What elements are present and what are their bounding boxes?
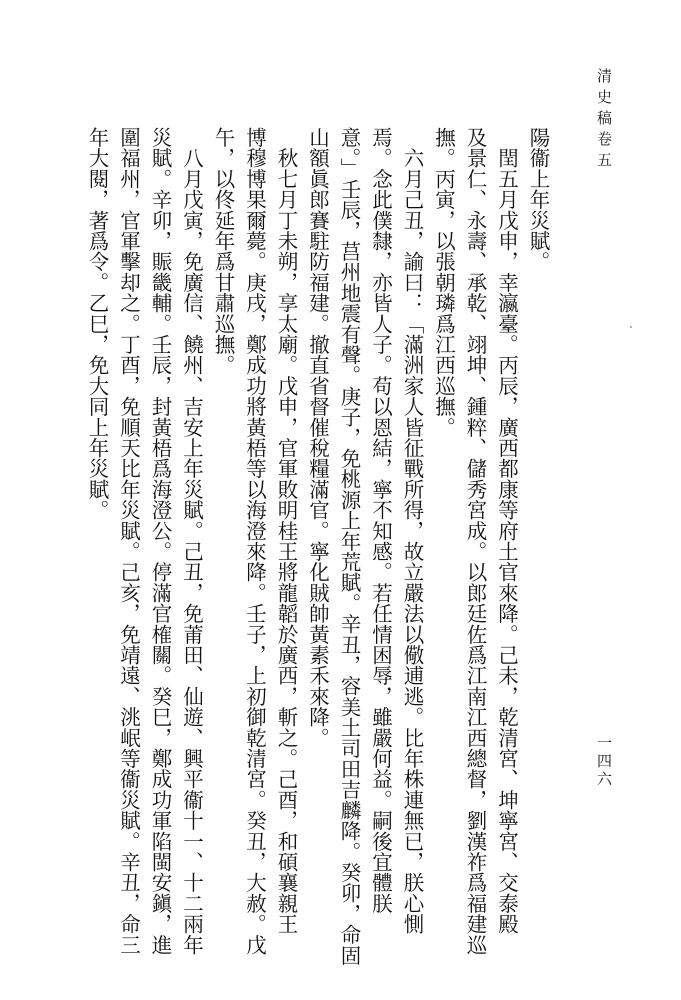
text-column: 秋七月丁未朔，享太廟。戊申，官軍敗明桂王將龍韜於廣西，斬之。己酉，和碩襄親王 [274, 127, 298, 935]
text-column: 陽衞上年災賦。 [526, 127, 550, 272]
text-column: 圍福州，官軍擊却之。丁酉，免順天比年災賦。己亥，免靖遠、洮岷等衞災賦。辛丑，命三 [116, 127, 141, 955]
text-column: 撫。丙寅，以張朝璘爲江西巡撫。 [431, 127, 456, 438]
running-title: 清史稿卷五 [595, 68, 613, 173]
text-column: 博穆博果爾薨。庚戌，鄭成功將黃梧等以海澄來降。壬子，上初御乾清宮。癸丑，大赦。戊 [242, 127, 267, 955]
text-column: 及景仁、永壽、承乾、翊坤、鍾粹、儲秀宮成。以郎廷佐爲江南江西總督，劉漢祚爲福建巡 [463, 127, 487, 955]
text-column: 年大閱，著爲令。乙巳，免大同上年災賦。 [85, 127, 109, 521]
text-column: 焉。念此僕隸，亦皆人子。苟以恩結，寧不知感。若任情困辱，雖嚴何益。嗣後宜體朕 [368, 127, 393, 914]
text-column: 六月己丑，諭曰：「滿洲家人皆征戰所得，故立嚴法以儆逋逃。比年株連無已，朕心惻 [400, 127, 424, 935]
text-column: 山額眞郎賽駐防福建。撤直省督催稅糧滿官。寧化賊帥黃素禾來降。 [305, 127, 330, 748]
main-text [85, 127, 553, 975]
page-number: 一四六 [595, 735, 613, 789]
text-column: 八月戊寅，免廣信、饒州、吉安上年災賦。己丑，免莆田、仙遊、興平衞十一、十二兩年 [179, 127, 204, 955]
text-column: 意。」壬辰，莒州地震有聲。庚子，免桃源上年荒賦。辛丑，容美土司田吉麟降。癸卯，命固 [337, 127, 361, 966]
paper-speck [630, 326, 632, 328]
text-column: 災賦。辛卯，賑畿輔。壬辰，封黃梧爲海澄公。停滿官榷關。癸巳，鄭成功軍陷閩安鎭，進 [148, 127, 172, 955]
text-column: 閏五月戊申，幸瀛臺。丙辰，廣西都康等府土官來降。己未，乾清宮、坤寧宮、交泰殿 [494, 127, 519, 935]
text-column: 午，以佟延年爲甘肅巡撫。 [211, 127, 235, 376]
